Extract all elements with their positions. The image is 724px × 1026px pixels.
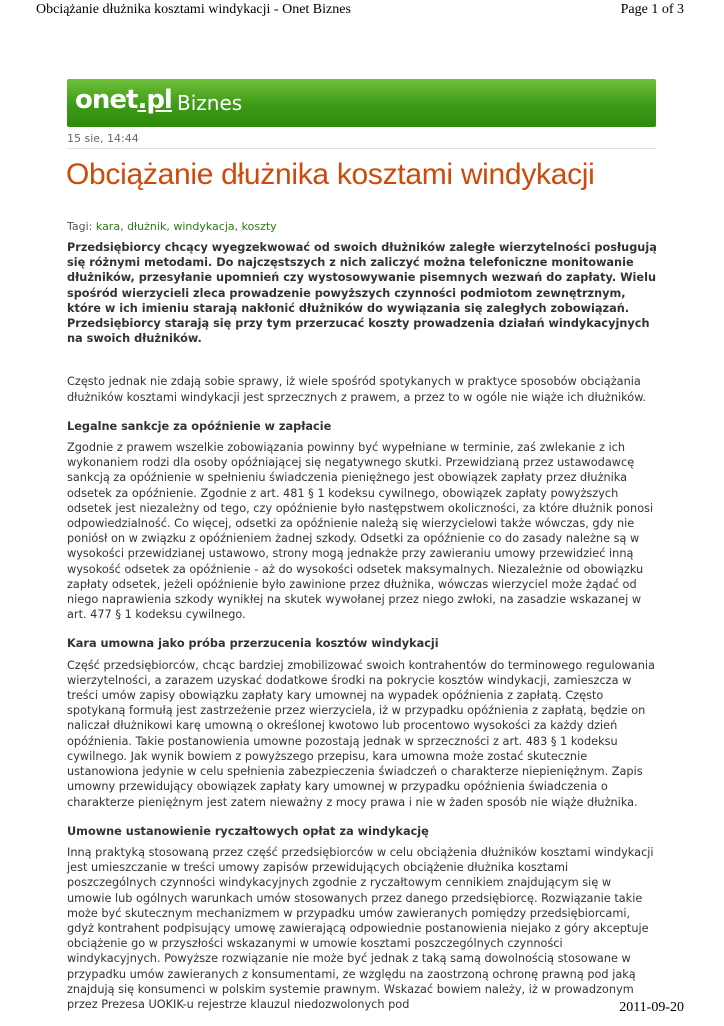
- article-date: 15 sie, 14:44: [67, 132, 139, 145]
- tag-link[interactable]: kara: [95, 220, 121, 233]
- article-tags: Tagi: kara, dłużnik, windykacja, koszty: [67, 220, 277, 233]
- section-heading: Umowne ustanowienie ryczałtowych opłat za windykację: [67, 824, 429, 838]
- section-heading: Kara umowna jako próba przerzucenia kosztów windykacji: [67, 637, 439, 651]
- article-body: [67, 240, 659, 1026]
- print-page-title: Obciążanie dłużnika kosztami windykacji - Onet Biznes: [36, 2, 351, 17]
- section-heading: Legalne sankcje za opóźnienie w zapłacie: [67, 419, 332, 433]
- article-paragraph: Część przedsiębiorców, chcąc bardziej zmobilizować swoich kontrahentów do terminowego regulowania wierzytelności, a zarazem uzyskać dodatkowe środki na pokrycie kosztów windykacji, zamieszcza w treści umów zapisy obowiązku zapłaty kary umownej na wypadek opóźnienia z zapłatą. Często spotykaną formułą jest zastrzeżenie przez wierzyciela, iż w przypadku opóźnienia z zapłatą, będzie on naliczał dłużnikowi karę umowną o określonej kwotowo lub procentowo wysokości za każdy dzień opóźnienia. Takie postanowienia umowne pozostają jednak w sprzeczności z art. 483 § 1 kodeksu cywilnego. Jak wynik bowiem z powyższego przepisu, kara umowna może zostać skutecznie ustanowiona jedynie w celu spełnienia zabezpieczenia świadczeń o charakterze niepieniężnym. Zapis umowny przewidujący obowiązek zapłaty kary umownej w przypadku opóźnienia świadczenia o charakterze pieniężnym jest zatem nieważny z mocy prawa i nie w żaden sposób nie wiąże dłużnika.: [67, 658, 655, 809]
- article-title: Obciążanie dłużnika kosztami windykacji: [66, 158, 595, 191]
- article-lead: Przedsiębiorcy chcący wyegzekwować od swoich dłużników zaległe wierzytelności posługują się różnymi metodami. Do najczęstszych z nich zaliczyć można telefoniczne monitowanie dłużników, przesyłanie upomnień czy wystosowywanie pisemnych wezwań do zapłaty. Wielu spośród wierzycieli zleca prowadzenie powyższych czynności podmiotom zewnętrznym, które w ich imieniu starają nakłonić dłużników do wywiązania się zaległych zobowiązań. Przedsiębiorcy starają się przy tym przerzucać koszty prowadzenia działań windykacyjnych na swoich dłużników.: [67, 241, 657, 346]
- section-link-biznes[interactable]: Biznes: [177, 91, 243, 115]
- onet-logo[interactable]: [75, 85, 172, 115]
- print-page-number: Page 1 of 3: [620, 2, 684, 17]
- divider: [67, 148, 656, 149]
- tag-link[interactable]: dłużnik: [127, 220, 167, 233]
- logo-suffix: .pl: [137, 85, 172, 115]
- logo-text: onet: [75, 85, 138, 115]
- site-banner: [67, 79, 656, 127]
- article-paragraph: Zgodnie z prawem wszelkie zobowiązania powinny być wypełniane w terminie, zaś zwlekanie z ich wykonaniem rodzi dla osoby opóźniającej się negatywnego skutki. Przewidzianą przez ustawodawcę sankcją za opóźnienie w spełnieniu świadczenia pieniężnego jest obowiązek zapłaty przez dłużnika odsetek za opóźnienie. Zgodnie z art. 481 § 1 kodeksu cywilnego, obowiązek zapłaty powyższych odsetek jest niezależny od tego, czy opóźnienie było następstwem okoliczności, za które dłużnik ponosi odpowiedzialność. Co więcej, odsetki za opóźnienie należą się wierzycielowi także wówczas, gdy nie poniósł on w związku z opóźnieniem żadnej szkody. Odsetki za opóźnienie co do zasady należne są w wysokości przewidzianej ustawowo, strony mogą jednakże przy zawieraniu umowy przewidzieć inną wysokość odsetek za opóźnienie - aż do wysokości odsetek maksymalnych. Niezależnie od obowiązku zapłaty odsetek, jeżeli opóźnienie było zawinione przez dłużnika, wówczas wierzyciel może żądać od niego naprawienia szkody wynikłej na skutek wywołanej przez niego zwłoki, na zasadzie wskazanej w art. 477 § 1 kodeksu cywilnego.: [67, 441, 654, 622]
- tag-link[interactable]: windykacja: [173, 220, 235, 233]
- article-paragraph: Inną praktyką stosowaną przez część przedsiębiorców w celu obciążenia dłużników kosztami windykacji jest umieszczanie w treści umowy zapisów przewidujących obciążenie dłużnika kosztami poszczególnych czynności windykacyjnych zgodnie z ryczałtowym cennikiem znajdującym się w umowie lub ogólnych warunkach umów stosowanych przez danego przedsiębiorcę. Rozwiązanie takie może być skutecznym mechanizmem w przypadku umów zawieranych pomiędzy przedsiębiorcami, gdyż kontrahent podpisujący umowę zawierającą odpowiednie postanowienia niejako z góry akceptuje obciążenie go w przyszłości wskazanymi w umowie kosztami poszczególnych czynności windykacyjnych. Powyższe rozwiązanie nie może być jednak z taką samą dowolnością stosowane w przypadku umów zawieranych z konsumentami, ze względu na zaostrzoną ochronę prawną pod jaką znajdują się konsumenci w polskim systemie prawnym. Wskazać bowiem należy, iż w prowadzonym przez Prezesa UOKIK-u rejestrze klauzul niedozwolonych pod: [67, 845, 654, 1011]
- tags-label: Tagi:: [67, 220, 93, 233]
- print-footer-date: 2011-09-20: [619, 1000, 684, 1015]
- print-header: [0, 0, 724, 22]
- article-paragraph: Często jednak nie zdają sobie sprawy, iż wiele spośród spotykanych w praktyce sposobów obciążania dłużników kosztami windykacji jest sprzecznych z prawem, a przez to w ogóle nie wiąże ich dłużników.: [67, 375, 646, 404]
- tag-link[interactable]: koszty: [241, 220, 277, 233]
